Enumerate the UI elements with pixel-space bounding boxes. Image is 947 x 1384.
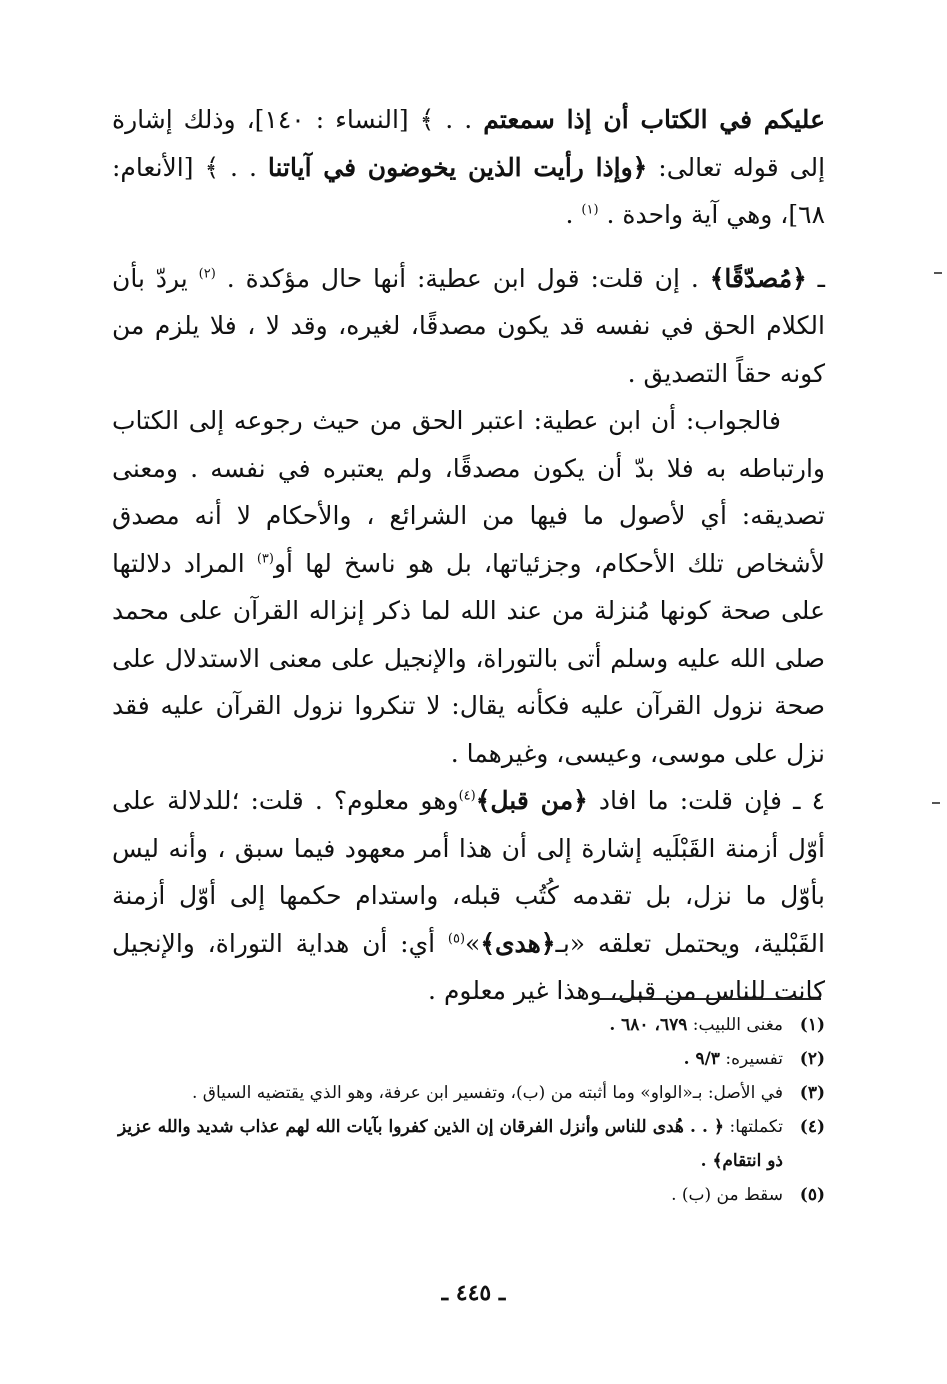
footnote-ref: (١) — [581, 202, 599, 218]
margin-mark — [934, 272, 942, 274]
text-run: المراد دلالتها على صحة كونها مُنزلة من عند الله لما ذكر إنزاله القرآن على محمد صلى الله عليه وسلم أتى بالتوراة، والإنجيل على معنى الاستدلال على صحة نزول القرآن عليه فكأنه يقال: لا تنكروا نزول القرآن عليه فقد نزل على موسى، وعيسى، وغيرهما . — [112, 548, 825, 768]
main-text — [112, 96, 825, 1015]
text-run: ٦٧٩، ٦٨٠ . — [609, 1015, 688, 1035]
footnote — [118, 1042, 825, 1076]
text-run: في الأصل: بـ«الواو» وما أثبته من (ب)، وتفسير ابن عرفة، وهو الذي يقتضيه السياق . — [191, 1083, 783, 1103]
text-run: ـ — [806, 263, 826, 293]
text-run: سقط من (ب) . — [671, 1185, 783, 1205]
footnote-number: (٤) — [799, 1117, 825, 1137]
footnote-ref: (٥) — [447, 931, 466, 947]
paragraph — [112, 397, 825, 777]
text-run: . . ﴾ [الأنعام: ٦٨]، وهي آية واحدة . — [112, 152, 825, 229]
text-run: » — [465, 928, 481, 958]
footnote-text — [118, 1042, 783, 1076]
footnote-ref: (٣) — [256, 551, 274, 567]
footnote-text — [118, 1076, 783, 1110]
text-run: أي: أن هداية التوراة، والإنجيل كانت للناس من قبل، وهذا غير معلوم . — [112, 928, 825, 1005]
margin-mark — [932, 802, 940, 804]
quran-quote: ﴿من قبل﴾ — [475, 786, 588, 815]
footnote-separator — [598, 998, 821, 1000]
text-run: مغنى اللبيب: — [687, 1015, 783, 1035]
text-run: ٩/٣ . — [683, 1049, 720, 1069]
footnotes — [118, 1008, 825, 1212]
text-run: فالجواب: أن ابن عطية: اعتبر الحق من حيث رجوعه إلى الكتاب وارتباطه به فلا بدّ أن يكون مصدقًا، ولم يعتبره في نفسه . ومعنى تصديقه: أي لأصول ما فيها من الشرائع ، والأحكام لا أنه مصدق لأشخاص تلك الأحكام، وجزئياتها، بل هو ناسخ لها أو — [112, 406, 825, 578]
text-run: تفسيره: — [719, 1049, 783, 1069]
footnote-number: (٥) — [799, 1185, 825, 1205]
text-run: . — [565, 200, 582, 229]
text-run: ﴿ . . هُدى للناس وأنزل الفرقان إن الذين كفروا بآيات الله لهم عذاب شديد والله عزيز ذو انتقام﴾ . — [118, 1117, 783, 1171]
footnote-number: (٢) — [799, 1049, 825, 1069]
paragraph — [112, 255, 825, 398]
quran-quote: ﴿وإذا رأيت الذين يخوضون في آياتنا — [267, 152, 648, 182]
footnote-text — [118, 1178, 783, 1212]
text-run: تكملتها: — [723, 1117, 783, 1137]
page-number: ـ ٤٤٥ ـ — [441, 1280, 506, 1306]
quran-quote: ﴿مُصدّقًا﴾ — [709, 263, 807, 293]
quran-quote: ﴿هدى﴾ — [480, 928, 556, 958]
paragraph — [112, 96, 825, 239]
footnote — [118, 1008, 825, 1042]
footnote-ref: (٢) — [198, 266, 216, 282]
footnote-number: (١) — [799, 1015, 825, 1035]
footnote-text — [118, 1110, 783, 1178]
footnote-number: (٣) — [799, 1083, 825, 1103]
footnote — [118, 1110, 825, 1178]
quran-quote: عليكم في الكتاب أن إذا سمعتم — [483, 105, 825, 134]
text-run: وهو معلوم؟ . قلت: ؛للدلالة على أوّل أزمنة القَبْلَيه إشارة إلى أن هذا أمر معهود فيما سبق ، وأنه ليس بأوّل ما نزل، بل تقدمه كُتُب قبله، واستدام حكمها إلى أوّل أزمنة القَبْلية، ويحتمل تعلقه «بـ — [112, 786, 825, 958]
footnote-text — [118, 1008, 783, 1042]
text-run: ٤ ـ فإن قلت: ما افاد — [587, 786, 825, 815]
footnote — [118, 1178, 825, 1212]
paragraph — [112, 777, 825, 1015]
text-run: . إن قلت: قول ابن عطية: أنها حال مؤكدة . — [215, 263, 710, 293]
text-run: . . ﴾ [النساء : ١٤٠]، وذلك إشارة إلى قوله تعالى: — [112, 105, 826, 182]
text-run: يردّ بأن الكلام الحق في نفسه قد يكون مصدقًا، لغيره، وقد لا ، فلا يلزم من كونه حقاً التصديق . — [112, 263, 825, 388]
footnote — [118, 1076, 825, 1110]
footnote-ref: (٤) — [458, 788, 476, 804]
